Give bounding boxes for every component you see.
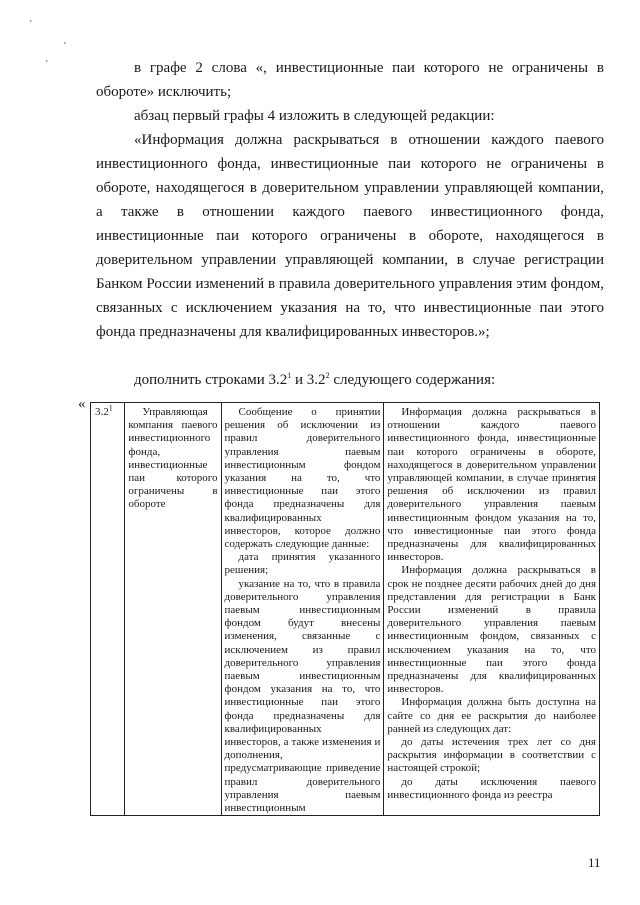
subject-text: Управляющая компания паевого инвестиционного фонда, инвестиционные паи которого ограничены в обороте [128,406,218,511]
content-paragraph: Сообщение о принятии решения об исключении из правил доверительного управления паевым инвестиционным фондом указания на то, что инвестиционные паи этого фонда предназначены для квалифицированных инвесторов, которое должно содержать следующие данные: [224,406,381,551]
paragraph-3: «Информация должна раскрываться в отношении каждого паевого инвестиционного фонда, инвестиционные паи которого не ограничены в обороте, находящегося в доверительном управлении управляющей компании, а также в отношении каждого паевого инвестиционного фонда, инвестиционные паи которого ограничены в обороте, находящегося в доверительном управлении управляющей компании, в случае регистрации Банком России изменений в правила доверительного управления этим фондом, связанных с исключением указания на то, что инвестиционные паи этого фонда предназначены для квалифицированных инвесторов.»; [96,132,604,340]
disclosure-paragraph: Информация должна раскрываться в срок не позднее десяти рабочих дней до дня представления для регистрации в Банк России изменений в правила доверительного управления паевым инвестиционным фондом, связанных с исключением указания на то, что инвестиционные паи этого фонда предназначены для квалифицированных инвесторов. [387,564,596,696]
content-paragraph: дата принятия указанного решения; [224,551,381,577]
table-opening-quote: « [78,396,86,412]
amendment-table [90,402,600,816]
content-paragraph: указание на то, что в правила доверительного управления паевым инвестиционным фондом будут внесены изменения, связанные с исключением из правил доверительного управления паевым инвестиционным фондом указания на то, что инвестиционные паи этого фонда предназначены для квалифицированных инвесторов, а также изменения и дополнения, предусматривающие приведение правил доверительного управления паевым инвестиционным [224,577,381,815]
paragraph-4-suffix: следующего содержания: [329,372,496,388]
disclosure-paragraph: Информация должна раскрываться в отношении каждого паевого инвестиционного фонда, инвестиционные паи которого ограничены в обороте, находящегося в доверительном управлении управляющей компании, в случае принятия решения об исключении из правил доверительного управления паевым инвестиционным фондом указания на то, что инвестиционные паи этого фонда предназначены для квалифицированных инвесторов. [387,406,596,564]
disclosure-paragraph: до даты истечения трех лет со дня раскрытия информации в соответствии с настоящей строкой; [387,736,596,775]
row-number: 3.2 [95,406,109,418]
disclosure-cell [384,403,600,816]
paragraph-4-sup-1: 1 [287,371,292,380]
paragraph-4-mid: и 3.2 [291,372,326,388]
paragraph-1-line-2: обороте» исключить; [96,84,232,100]
margin-mark: ' [64,41,66,52]
row-number-cell [91,403,125,816]
page-number: 11 [588,855,601,870]
paragraph-4-sup-2: 2 [325,371,330,380]
margin-mark: ' [46,59,48,70]
margin-mark: ' [30,19,32,30]
paragraph-4 [96,368,604,392]
paragraph-4-prefix: дополнить строками 3.2 [134,372,288,388]
content-cell [221,403,384,816]
disclosure-paragraph: до даты исключения паевого инвестиционного фонда из реестра [387,775,596,801]
table-row [91,403,600,816]
paragraph-1-line-1: в графе 2 слова «, инвестиционные паи которого не ограничены в [134,60,604,76]
subject-cell [125,403,221,816]
disclosure-paragraph: Информация должна быть доступна на сайте со дня ее раскрытия до наиболее ранней из следующих дат: [387,696,596,735]
paragraph-2: абзац первый графы 4 изложить в следующей редакции: [134,108,495,124]
row-number-sup: 1 [108,403,113,413]
